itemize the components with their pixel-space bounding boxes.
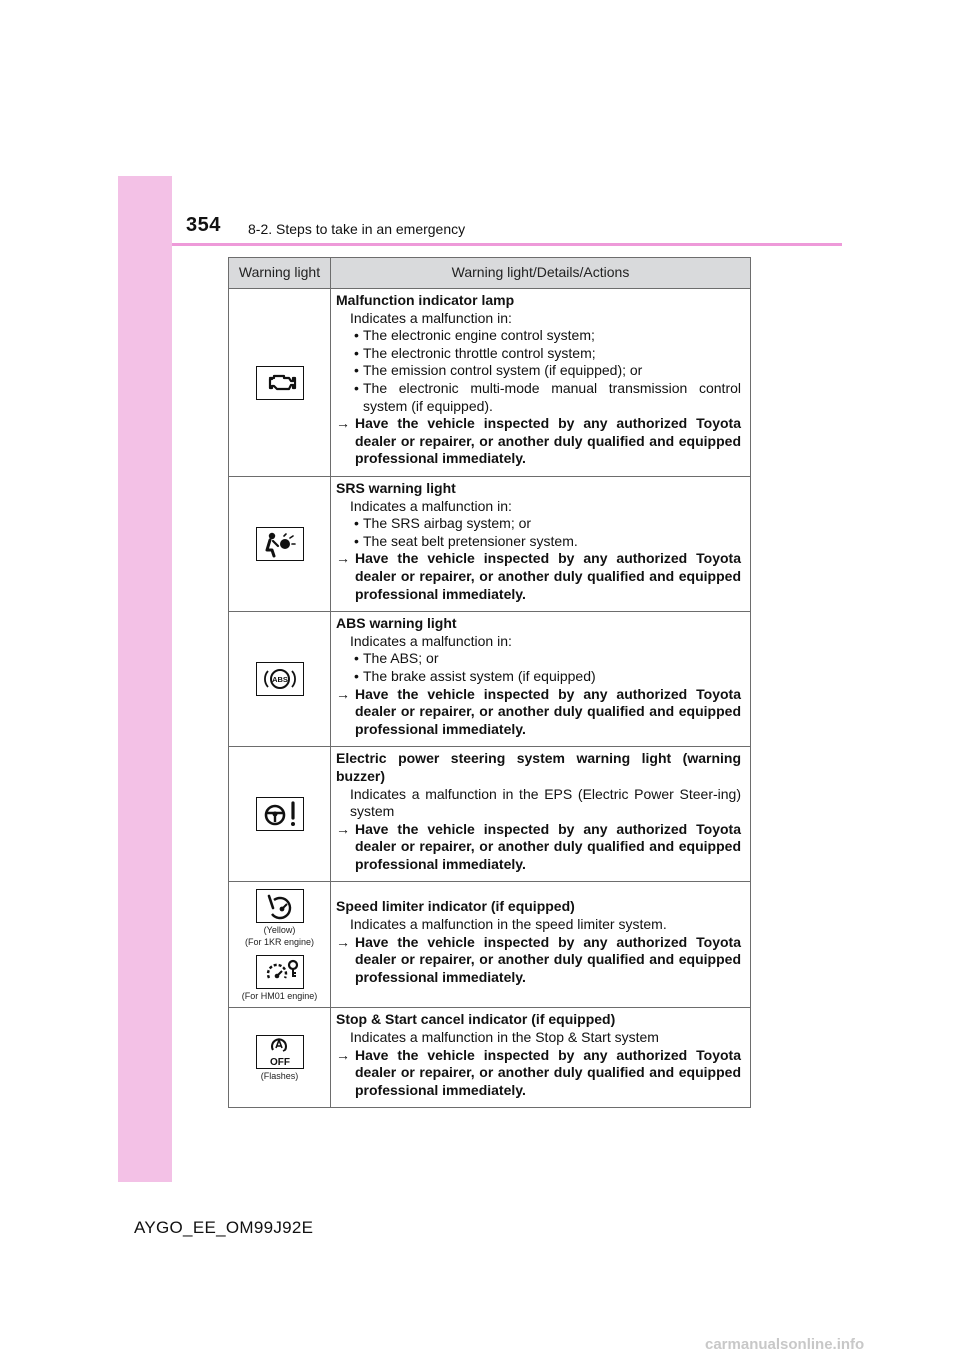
icon-note-flashes: (Flashes) [260,1070,299,1081]
warning-action [336,686,741,739]
warning-intro: Indicates a malfunction in: [350,497,512,514]
icon-note-engine: (For 1KR engine) [244,936,315,947]
list-item: • The emission control system (if equipped); or [336,362,741,380]
speed-limiter-alt-icon [256,955,304,989]
arrow-icon: → [336,415,350,432]
action-text: Have the vehicle inspected by any authorized Toyota dealer or repairer, or another duly qualified and equipped professional immediately. [355,933,741,985]
table-row [229,612,751,747]
action-text: Have the vehicle inspected by any authorized Toyota dealer or repairer, or another duly qualified and equipped professional immediately. [355,685,741,737]
stop-start-off-icon [256,1035,304,1069]
srs-airbag-icon [256,527,304,561]
abs-warning-icon [256,662,304,696]
action-text: Have the vehicle inspected by any authorized Toyota dealer or repairer, or another duly qualified and equipped professional immediately. [355,820,741,872]
manual-code: AYGO_EE_OM99J92E [134,1218,314,1237]
icon-note-color: (Yellow) [263,924,296,935]
warning-action [336,821,741,874]
warning-action [336,934,741,987]
warning-intro: Indicates a malfunction in the Stop & Start system [350,1029,659,1046]
list-item: • The electronic engine control system; [336,327,741,345]
list-item: • The seat belt pretensioner system. [336,533,741,551]
warning-title: ABS warning light [336,615,457,632]
warning-light-cell [229,612,331,747]
section-title: 8-2. Steps to take in an emergency [248,221,466,237]
arrow-icon: → [336,685,350,702]
warning-action [336,415,741,468]
list-item: • The electronic multi-mode manual transmission control system (if equipped). [336,380,741,415]
warning-intro: Indicates a malfunction in: [350,309,512,326]
warning-title: Speed limiter indicator (if equipped) [336,898,575,915]
table-row [229,747,751,882]
steering-warning-icon [256,797,304,831]
table-row [229,1008,751,1108]
column-header-details: Warning light/Details/Actions [331,258,751,289]
header-rule [172,243,842,246]
warning-title: Malfunction indicator lamp [336,292,515,309]
watermark-link[interactable]: carmanualsonline.info [705,1336,865,1353]
warning-light-table [228,257,751,1108]
details-cell [331,1008,751,1108]
arrow-icon: → [336,550,350,567]
warning-action [336,1047,741,1100]
details-cell [331,289,751,477]
side-tab-band [118,176,172,1182]
table-header-row [229,258,751,289]
details-cell [331,612,751,747]
arrow-icon: → [336,1046,350,1063]
warning-light-cell [229,747,331,882]
speed-limiter-icon [256,889,304,923]
column-header-warning-light: Warning light [229,258,331,289]
warning-title: SRS warning light [336,480,456,496]
details-cell [331,882,751,1008]
action-text: Have the vehicle inspected by any authorized Toyota dealer or repairer, or another duly qualified and equipped professional immediately. [355,550,741,602]
table-row [229,477,751,612]
warning-action [336,550,741,603]
abs-icon-label: ABS [271,675,288,685]
arrow-icon: → [336,933,350,950]
stop-start-icon-label: OFF [269,1056,290,1068]
warning-light-cell [229,882,331,1008]
list-item: • The SRS airbag system; or [336,515,741,533]
action-text: Have the vehicle inspected by any authorized Toyota dealer or repairer, or another duly qualified and equipped professional immediately. [355,415,741,467]
list-item: • The electronic throttle control system; [336,345,741,363]
details-cell [331,477,751,612]
list-item: • The brake assist system (if equipped) [336,668,741,686]
arrow-icon: → [336,820,350,837]
list-item: • The ABS; or [336,650,741,668]
warning-intro: Indicates a malfunction in: [350,632,512,649]
warning-intro: Indicates a malfunction in the EPS (Electric Power Steer-ing) system [350,785,741,820]
engine-malfunction-icon [256,366,304,400]
details-cell [331,747,751,882]
warning-intro: Indicates a malfunction in the speed limiter system. [350,916,667,933]
warning-light-cell [229,289,331,477]
action-text: Have the vehicle inspected by any authorized Toyota dealer or repairer, or another duly qualified and equipped professional immediately. [355,1046,741,1098]
table-row [229,882,751,1008]
warning-title: Stop & Start cancel indicator (if equipped) [336,1011,616,1028]
warning-light-cell [229,1008,331,1108]
warning-light-cell [229,477,331,612]
icon-note-engine-alt: (For HM01 engine) [241,990,318,1001]
page-number: 354 [186,214,221,236]
warning-title: Electric power steering system warning light (warning buzzer) [336,750,741,784]
table-row [229,289,751,477]
